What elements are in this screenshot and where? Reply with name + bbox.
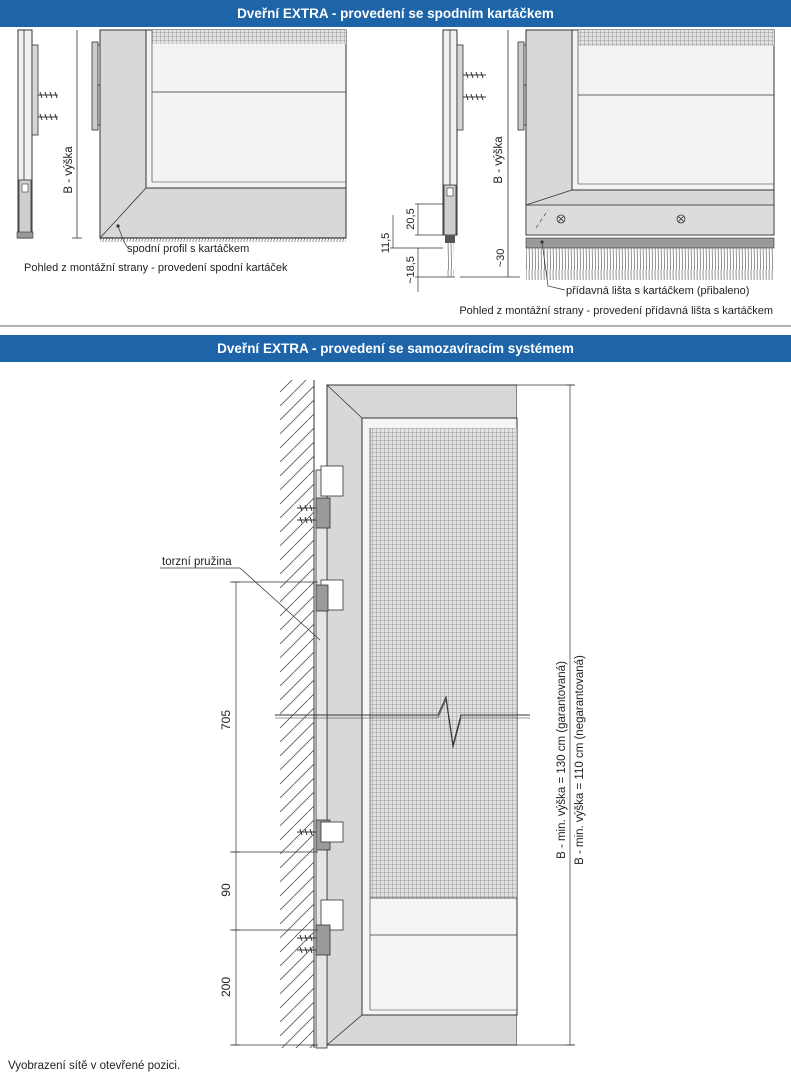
left-profile-label: spodní profil s kartáčkem bbox=[127, 243, 250, 255]
footnote: Vyobrazení sítě v otevřené pozici. bbox=[8, 1060, 181, 1072]
left-height-label: B - výška bbox=[63, 146, 75, 194]
min-height-nonguaranteed: B - min. výška = 110 cm (negarantovaná) bbox=[574, 655, 586, 865]
dim-200: 200 bbox=[219, 976, 233, 998]
torsion-spring-label: torzní pružina bbox=[162, 556, 232, 568]
left-side-profile bbox=[17, 30, 58, 238]
right-side-profile bbox=[443, 30, 486, 277]
section-title-brush: Dveřní EXTRA - provedení se spodním kartáčkem bbox=[0, 0, 791, 27]
dim-11-5: 11,5 bbox=[380, 232, 392, 254]
screw-icon bbox=[38, 92, 58, 120]
extra-strip-label: přídavná lišta s kartáčkem (přibaleno) bbox=[566, 285, 750, 297]
left-door-frame bbox=[100, 30, 346, 242]
right-door-frame bbox=[526, 30, 774, 280]
wall-hatching bbox=[280, 380, 314, 1048]
dim-90: 90 bbox=[219, 883, 233, 897]
dim-705: 705 bbox=[219, 709, 233, 731]
section-title-selfclosing: Dveřní EXTRA - provedení se samozavíracím systémem bbox=[0, 335, 791, 362]
min-height-guaranteed: B - min. výška = 130 cm (garantovaná) bbox=[556, 661, 568, 859]
right-height-label: B - výška bbox=[493, 136, 505, 184]
dim-20-5: 20,5 bbox=[405, 208, 417, 230]
dim-18-5: ~18,5 bbox=[405, 256, 417, 284]
left-caption: Pohled z montážní strany - provedení spodní kartáček bbox=[24, 262, 288, 274]
dim-30: ~30 bbox=[495, 248, 507, 268]
door-frame-selfclosing bbox=[316, 385, 557, 1048]
right-caption: Pohled z montážní strany - provedení přídavná lišta s kartáčkem bbox=[459, 305, 773, 317]
